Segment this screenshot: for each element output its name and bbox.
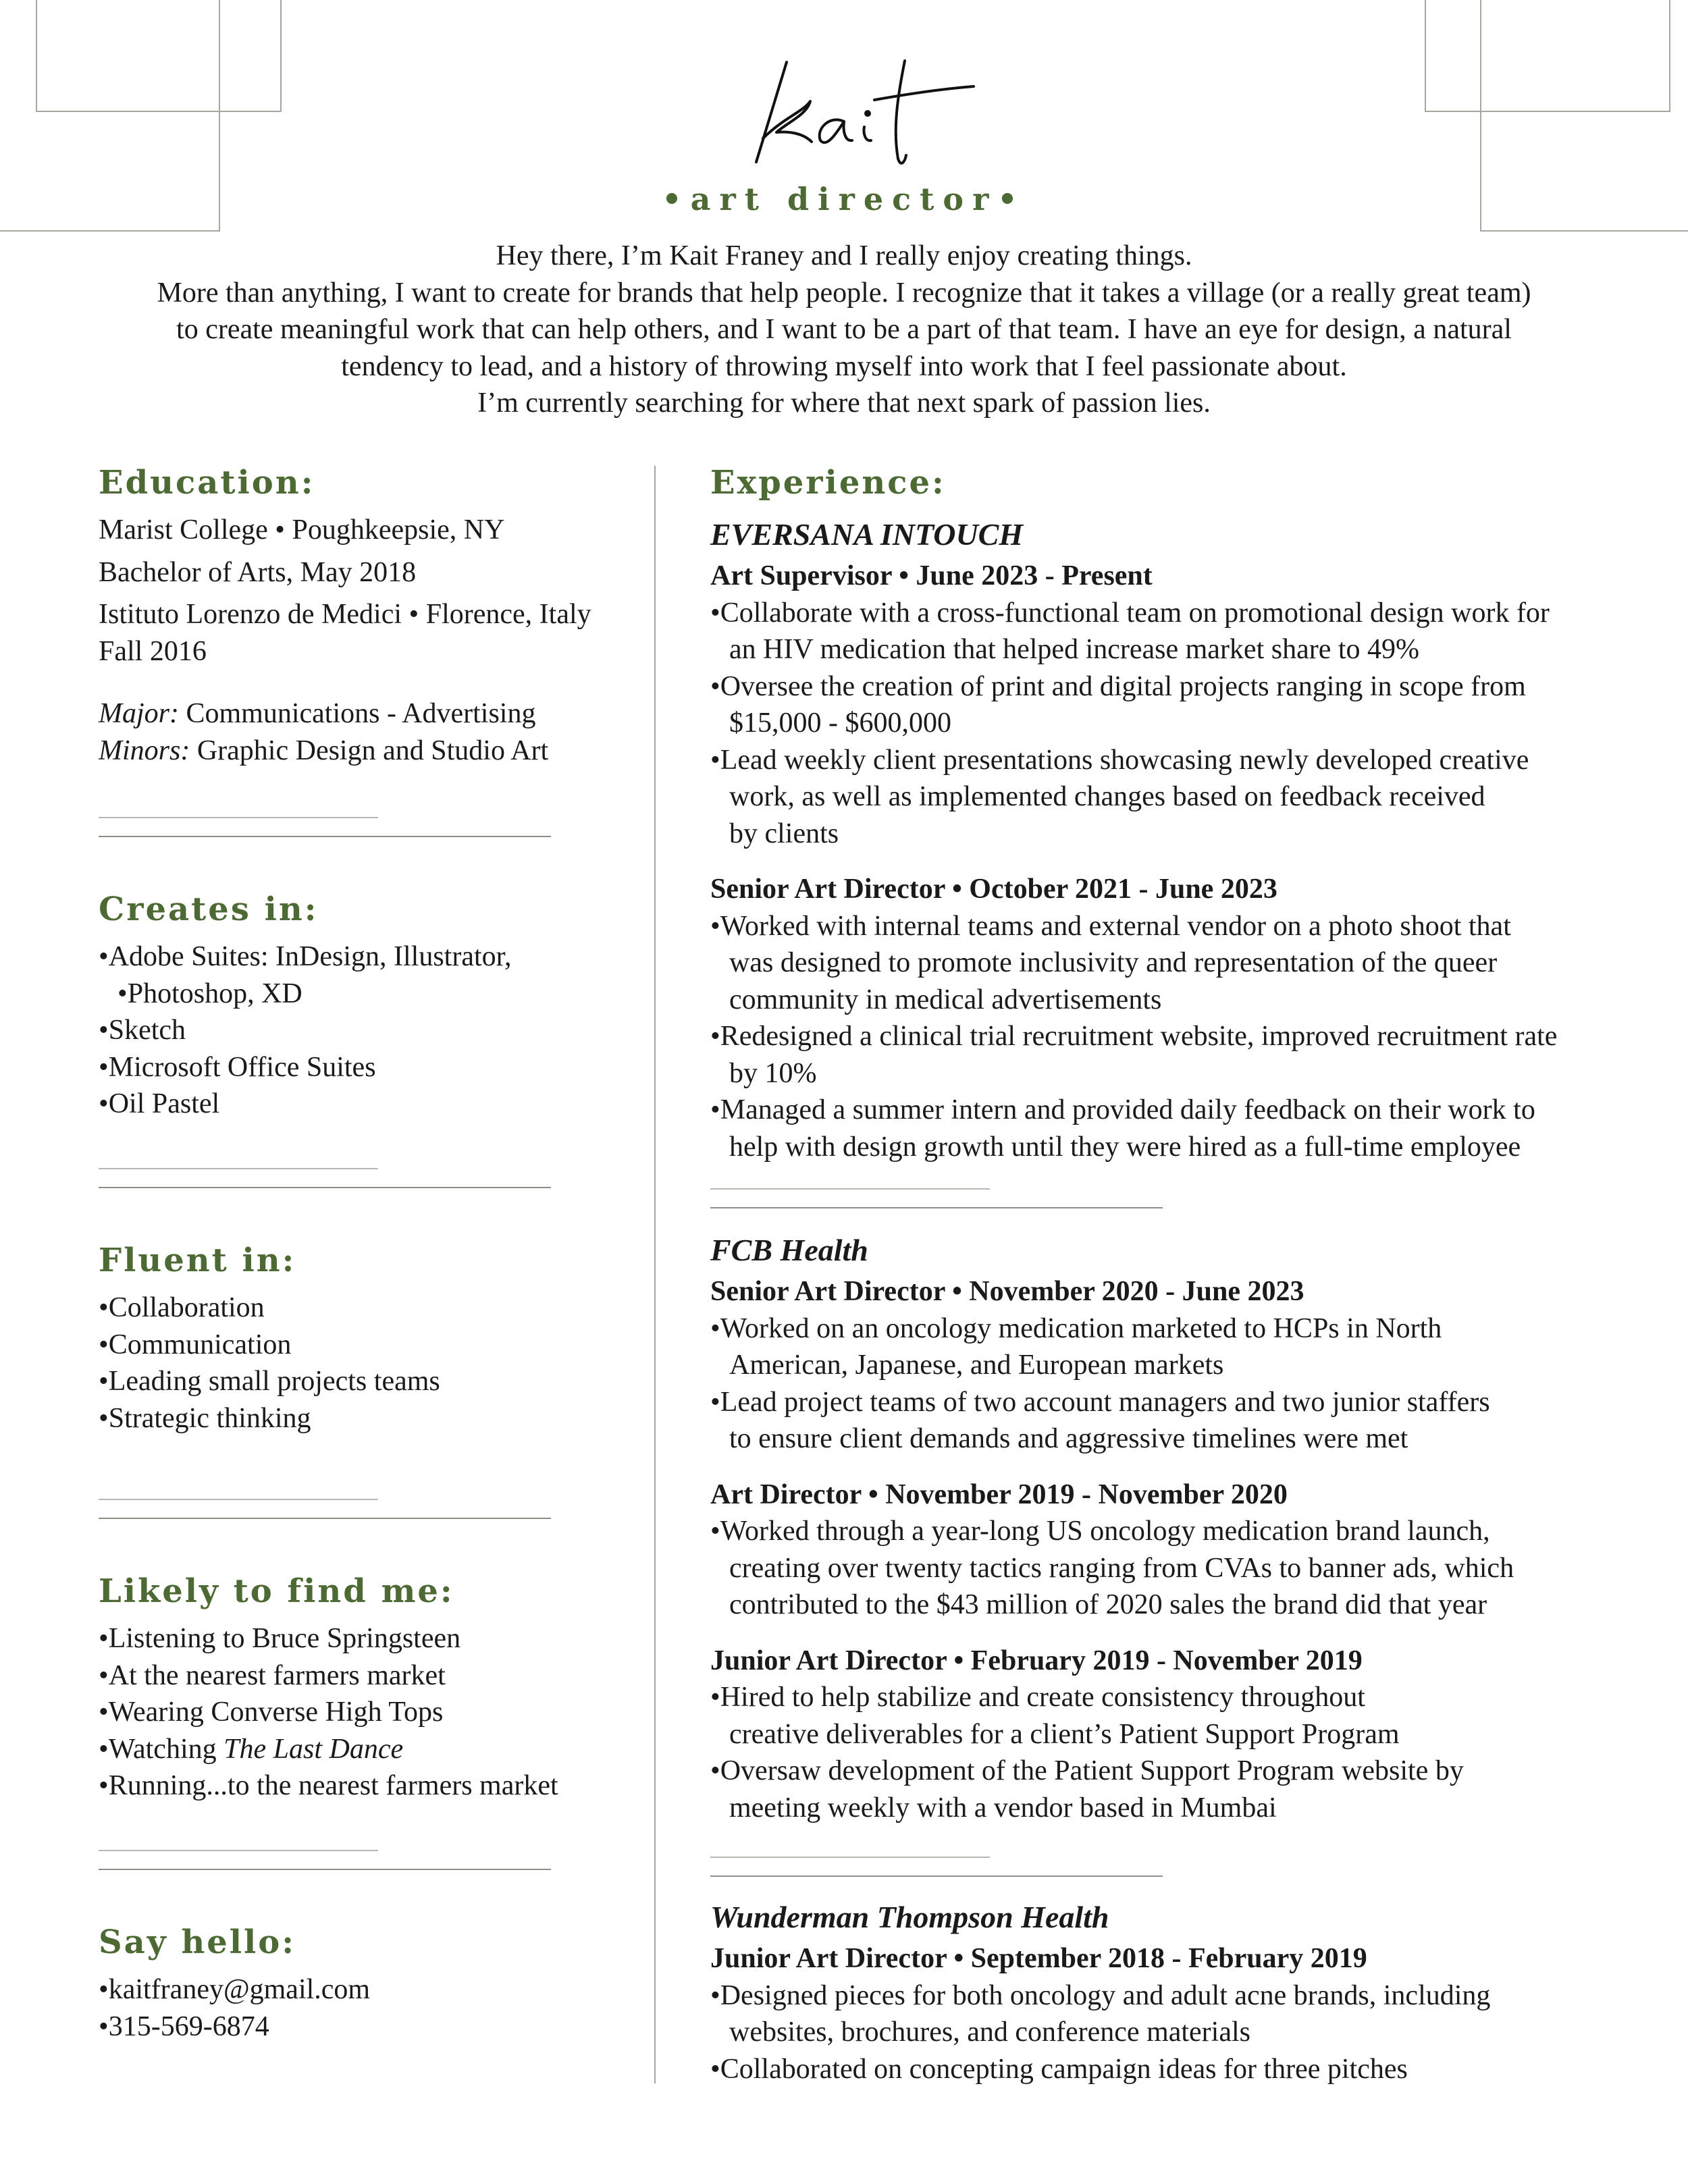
intro-paragraph: [0, 238, 1688, 422]
bullet-line: an HIV medication that helped increase market share to 49%: [729, 634, 1420, 665]
intro-line: I’m currently searching for where that next spark of passion lies.: [477, 388, 1211, 419]
likely-section: [99, 1568, 558, 1805]
bullet-line: community in medical advertisements: [729, 984, 1162, 1015]
likely-item: • Running...to the nearest farmers market: [99, 1767, 558, 1805]
fluent-heading: Fluent in:: [99, 1242, 296, 1279]
likely-item: • Listening to Bruce Springsteen: [99, 1620, 558, 1657]
bullet-line: websites, brochures, and conference materials: [729, 2017, 1250, 2048]
bullet-line: work, as well as implemented changes based on feedback received: [729, 781, 1485, 812]
minors-label: Minors:: [99, 735, 190, 766]
bullet-line: Collaborate with a cross-functional team on promotional design work for: [720, 597, 1550, 629]
creates-item: • Adobe Suites: InDesign, Illustrator,: [99, 938, 511, 976]
creates-heading: Creates in:: [99, 890, 319, 928]
company-block: [710, 513, 1557, 1165]
bullet-line: Collaborated on concepting campaign ideas for three pitches: [720, 2053, 1408, 2085]
experience-bullet: [710, 1384, 1514, 1458]
intro-line: More than anything, I want to create for brands that help people. I recognize that it takes a village (or a really great team): [157, 277, 1531, 309]
creates-item: • Microsoft Office Suites: [99, 1049, 511, 1086]
fluent-item: • Strategic thinking: [99, 1400, 440, 1437]
experience-bullet: [710, 1977, 1490, 2051]
education-term: Fall 2016: [99, 635, 207, 667]
minors-value: Graphic Design and Studio Art: [190, 735, 549, 766]
experience-heading: Experience:: [710, 464, 946, 502]
creates-item-text: Photoshop, XD: [127, 978, 302, 1009]
major-value: Communications - Advertising: [179, 698, 536, 729]
creates-section: [99, 886, 511, 1123]
major-label: Major:: [99, 698, 179, 729]
intro-line: Hey there, I’m Kait Franey and I really enjoy creating things.: [496, 240, 1192, 271]
bullet-line: Worked on an oncology medication marketed to HCPs in North: [720, 1312, 1442, 1344]
bullet-line: American, Japanese, and European markets: [729, 1350, 1224, 1381]
creates-item-continued: [99, 976, 511, 1013]
company-name: Wunderman Thompson Health: [710, 1900, 1109, 1934]
experience-bullet: [710, 742, 1557, 853]
education-school-1: Marist College • Poughkeepsie, NY: [99, 514, 505, 545]
fluent-section: [99, 1237, 440, 1437]
role-title: Art Director • November 2019 - November 2020: [710, 1479, 1288, 1510]
experience-bullet: [710, 1679, 1514, 1753]
hello-section: [99, 1919, 370, 2045]
bullet-line: meeting weekly with a vendor based in Mumbai: [729, 1792, 1277, 1823]
bullet-line: was designed to promote inclusivity and representation of the queer: [729, 947, 1498, 978]
experience-bullet: [710, 1310, 1514, 1384]
bullet-line: creating over twenty tactics ranging from CVAs to banner ads, which: [729, 1552, 1514, 1584]
bullet-line: Managed a summer intern and provided daily feedback on their work to: [720, 1094, 1535, 1125]
company-block: [710, 1896, 1490, 2087]
education-minors: [99, 733, 591, 770]
experience-bullet: [710, 668, 1557, 742]
role-title: Art Supervisor • June 2023 - Present: [710, 560, 1153, 591]
education-heading: Education:: [99, 464, 315, 502]
experience-bullet: [710, 1092, 1557, 1165]
experience-bullet: [710, 1018, 1557, 1092]
likely-item: [99, 1731, 558, 1768]
intro-line: tendency to lead, and a history of throwing myself into work that I feel passionate about.: [341, 350, 1347, 382]
company-block: [710, 1229, 1514, 1826]
role-title: Senior Art Director • November 2020 - June 2023: [710, 1276, 1304, 1307]
role-title: Junior Art Director • September 2018 - February 2019: [710, 1943, 1367, 1974]
company-name: FCB Health: [710, 1233, 868, 1267]
bullet-line: Hired to help stabilize and create consistency throughout: [720, 1682, 1365, 1713]
likely-heading: Likely to find me:: [99, 1572, 454, 1610]
email-link[interactable]: • kaitfraney@gmail.com: [99, 1971, 370, 2008]
bullet-line: Worked with internal teams and external vendor on a photo shoot that: [720, 910, 1511, 942]
likely-item-title: The Last Dance: [223, 1733, 404, 1765]
bullet-line: Worked through a year-long US oncology medication brand launch,: [720, 1516, 1490, 1547]
bullet-line: Designed pieces for both oncology and adult acne brands, including: [720, 1979, 1491, 2011]
creates-item: • Oil Pastel: [99, 1086, 511, 1123]
education-major: [99, 695, 591, 733]
bullet-line: Redesigned a clinical trial recruitment website, improved recruitment rate: [720, 1021, 1558, 1052]
role-title: Senior Art Director • October 2021 - June 2023: [710, 874, 1277, 905]
hello-heading: Say hello:: [99, 1923, 296, 1961]
education-section: [99, 459, 591, 769]
bullet-line: help with design growth until they were hired as a full-time employee: [729, 1131, 1521, 1163]
experience-bullet: [710, 908, 1557, 1019]
experience-heading-wrap: [710, 459, 946, 506]
bullet-line: by clients: [729, 818, 839, 849]
bullet-line: Lead weekly client presentations showcasing newly developed creative: [720, 744, 1529, 776]
education-degree: Bachelor of Arts, May 2018: [99, 556, 417, 588]
company-name: EVERSANA INTOUCH: [710, 517, 1024, 552]
bullet-line: Oversaw development of the Patient Support Program website by: [720, 1755, 1464, 1786]
likely-item-text: Watching: [108, 1733, 224, 1765]
role-title: Junior Art Director • February 2019 - November 2019: [710, 1645, 1363, 1676]
bullet-line: creative deliverables for a client’s Patient Support Program: [729, 1718, 1400, 1750]
column-divider: [654, 466, 656, 2083]
experience-bullet: [710, 2051, 1490, 2088]
fluent-item: • Leading small projects teams: [99, 1363, 440, 1400]
phone-link[interactable]: • 315-569-6874: [99, 2008, 370, 2046]
kait-signature-logo: [736, 47, 979, 182]
fluent-item: • Collaboration: [99, 1289, 440, 1327]
creates-item: • Sketch: [99, 1012, 511, 1049]
bullet-line: to ensure client demands and aggressive timelines were met: [729, 1423, 1408, 1454]
bullet-line: $15,000 - $600,000: [729, 708, 951, 739]
experience-bullet: [710, 1513, 1514, 1624]
experience-bullet: [710, 1753, 1514, 1826]
education-school-2: Istituto Lorenzo de Medici • Florence, Italy: [99, 599, 591, 630]
likely-item: • Wearing Converse High Tops: [99, 1694, 558, 1731]
fluent-item: • Communication: [99, 1327, 440, 1364]
bullet-line: by 10%: [729, 1057, 817, 1089]
bullet-line: Lead project teams of two account managers and two junior staffers: [720, 1386, 1490, 1418]
job-title: •art director•: [662, 181, 1026, 217]
experience-bullet: [710, 595, 1557, 668]
bullet-line: Oversee the creation of print and digital projects ranging in scope from: [720, 670, 1526, 702]
intro-line: to create meaningful work that can help others, and I want to be a part of that team. I have an eye for design, a natural: [176, 314, 1512, 345]
bullet-line: contributed to the $43 million of 2020 sales the brand did that year: [729, 1589, 1487, 1620]
likely-item: • At the nearest farmers market: [99, 1657, 558, 1695]
